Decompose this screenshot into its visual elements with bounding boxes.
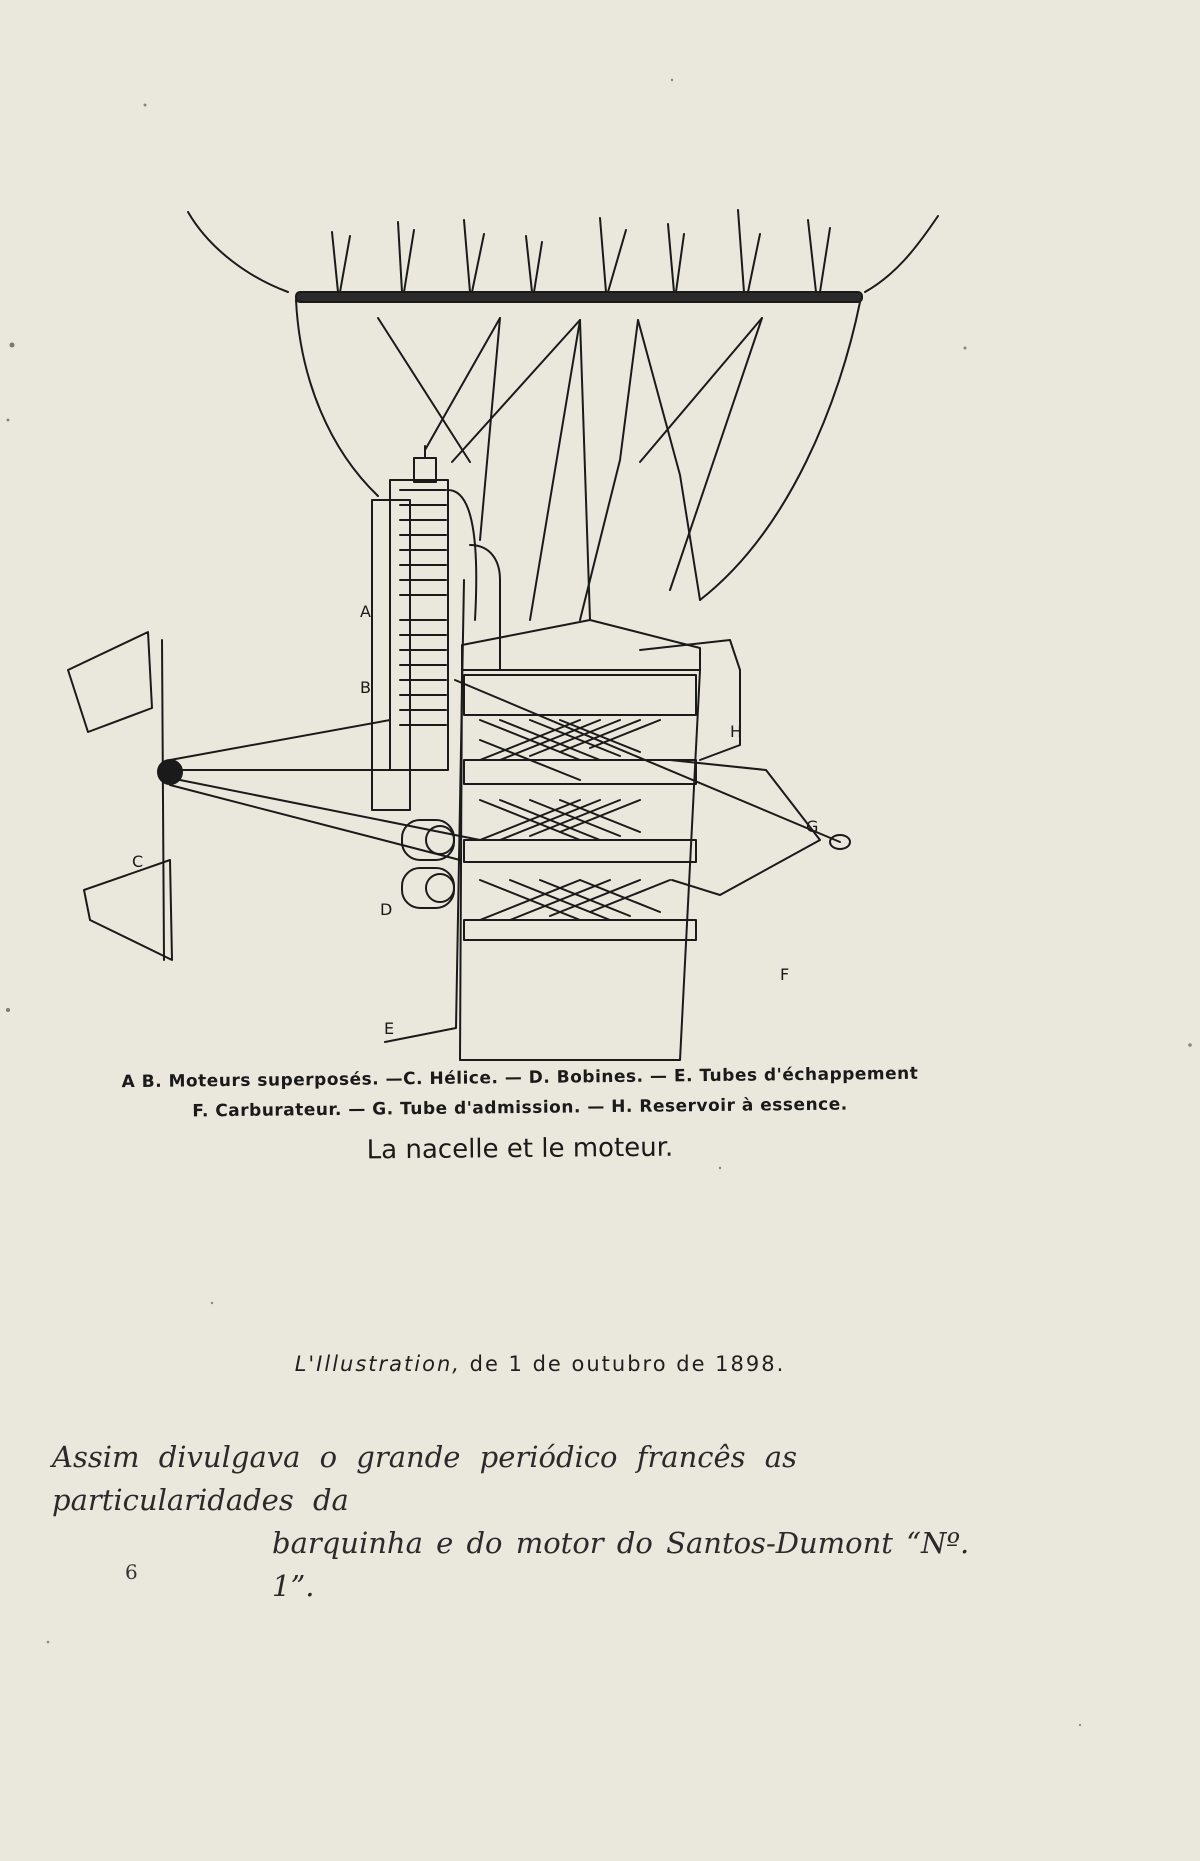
label-g: G [806, 817, 819, 836]
label-b: B [360, 678, 371, 697]
propeller-shaft [68, 632, 480, 960]
nacelle-engine-illustration [60, 200, 960, 1080]
fuel-reservoir [640, 640, 743, 760]
caption-line-2: barquinha e do motor do Santos-Dumont “Nº. 1”. [272, 1526, 970, 1603]
source-citation [60, 1352, 1020, 1376]
label-d: D [380, 900, 393, 919]
suspension-bar [296, 292, 862, 302]
suspension-cords [332, 210, 830, 292]
basket [460, 620, 700, 1060]
source-publication: L'Illustration, [294, 1352, 461, 1376]
label-e: E [384, 1019, 395, 1038]
label-h: H [730, 722, 743, 741]
caption [52, 1436, 1002, 1608]
engine-cylinders [372, 446, 500, 810]
source-date: de 1 de outubro de 1898. [469, 1352, 786, 1376]
envelope-right-edge [865, 216, 938, 292]
figure-legend-line-2: F. Carburateur. — G. Tube d'admission. — H. Reservoir à essence. [192, 1094, 848, 1122]
caption-line-1: Assim divulgava o grande periódico francês as particularidades da [52, 1440, 797, 1517]
figure-title: La nacelle et le moteur. [366, 1132, 674, 1166]
label-c: C [132, 852, 144, 871]
label-f: F [780, 965, 790, 984]
label-a: A [360, 602, 371, 621]
right-rigging-line [700, 302, 860, 600]
left-rigging-line [296, 300, 378, 496]
page-number: 6 [125, 1560, 138, 1584]
figure-legend-line-1: A B. Moteurs superposés. —C. Hélice. — D. Bobines. — E. Tubes d'échappement [121, 1063, 919, 1093]
envelope-left-edge [188, 212, 288, 292]
